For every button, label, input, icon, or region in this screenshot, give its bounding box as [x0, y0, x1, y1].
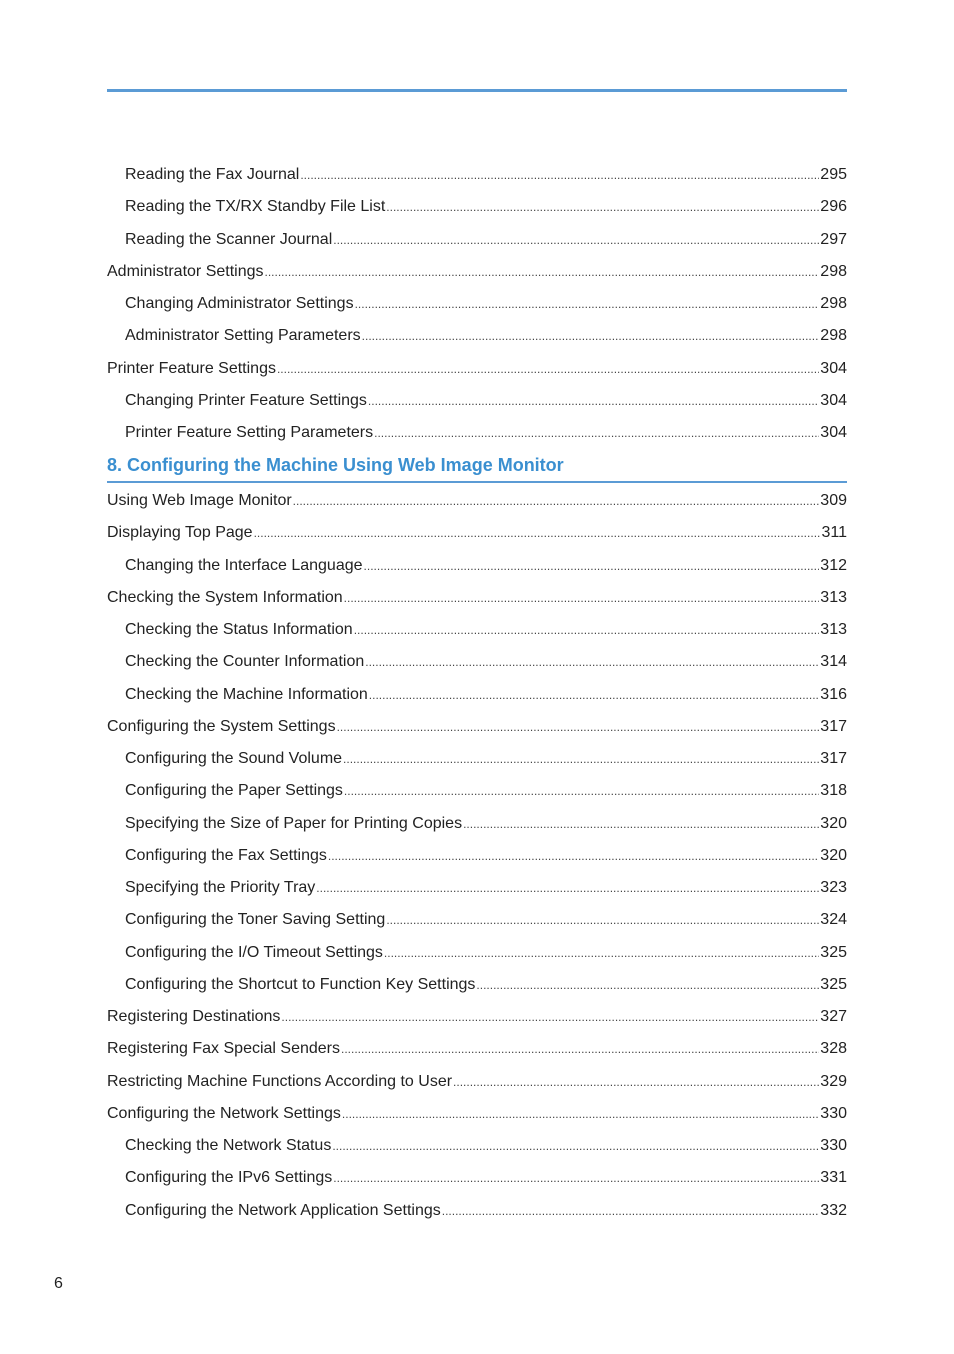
- toc-leader-dots: [333, 229, 819, 251]
- toc-leader-dots: [386, 909, 819, 931]
- toc-leader-dots: [355, 293, 820, 315]
- toc-entry-title[interactable]: Changing Administrator Settings: [125, 295, 354, 312]
- toc-entry[interactable]: [125, 651, 847, 673]
- toc-leader-dots: [374, 422, 819, 444]
- chapter-heading[interactable]: [107, 451, 847, 483]
- toc-entry-title[interactable]: Changing the Interface Language: [125, 556, 363, 574]
- toc-entry-page[interactable]: 304: [820, 391, 847, 409]
- toc-entry[interactable]: [107, 1006, 847, 1028]
- toc-leader-dots: [333, 1167, 819, 1189]
- toc-entry[interactable]: [125, 164, 847, 186]
- toc-entry-page[interactable]: 295: [820, 166, 847, 183]
- toc-entry-title[interactable]: Changing Printer Feature Settings: [125, 391, 367, 409]
- toc-leader-dots: [362, 325, 820, 347]
- toc-leader-dots: [368, 390, 819, 412]
- toc-leader-dots: [442, 1200, 820, 1222]
- toc-entry-title[interactable]: Registering Destinations: [107, 1008, 281, 1025]
- toc-entry[interactable]: [107, 522, 847, 544]
- toc-entry-page[interactable]: 330: [820, 1137, 847, 1154]
- toc-entry-title[interactable]: Administrator Setting Parameters: [125, 327, 361, 345]
- toc-leader-dots: [332, 1135, 819, 1157]
- toc-entry[interactable]: [125, 845, 847, 867]
- toc-entry-title[interactable]: Printer Feature Setting Parameters: [125, 424, 374, 441]
- toc-entry-title[interactable]: Checking the System Information: [107, 588, 343, 606]
- toc-entry[interactable]: [125, 1200, 847, 1222]
- toc-leader-dots: [369, 684, 820, 706]
- toc-entry-page[interactable]: 311: [821, 524, 847, 542]
- toc-entry-title[interactable]: Restricting Machine Functions According to User: [107, 1072, 453, 1090]
- toc-entry-title[interactable]: Specifying the Size of Paper for Printing Copies: [125, 814, 463, 832]
- toc-leader-dots: [463, 813, 819, 835]
- toc-leader-dots: [453, 1071, 819, 1093]
- toc-entry-page[interactable]: 316: [820, 685, 847, 703]
- toc-entry-page[interactable]: 323: [820, 879, 847, 896]
- toc-entry-page[interactable]: 312: [820, 556, 847, 574]
- toc-entry-page[interactable]: 329: [820, 1072, 847, 1090]
- toc-entry[interactable]: [107, 490, 847, 512]
- toc-entry[interactable]: [107, 1103, 847, 1125]
- toc-leader-dots: [384, 942, 819, 964]
- toc-entry-page[interactable]: 313: [820, 588, 847, 606]
- toc-entry-title[interactable]: Checking the Status Information: [125, 621, 353, 638]
- toc-entry[interactable]: [125, 780, 847, 802]
- toc-entry-page[interactable]: 332: [820, 1201, 847, 1219]
- chapter-title[interactable]: 8. Configuring the Machine Using Web Image Monitor: [107, 455, 564, 475]
- toc-entry-title[interactable]: Configuring the Network Settings: [107, 1104, 341, 1122]
- toc-entry-page[interactable]: 330: [820, 1104, 847, 1122]
- toc-leader-dots: [476, 974, 819, 996]
- toc-entry-page[interactable]: 320: [820, 814, 847, 832]
- toc-entry-page[interactable]: 296: [820, 198, 847, 216]
- toc-entry-title[interactable]: Checking the Network Status: [125, 1137, 332, 1154]
- toc-entry-page[interactable]: 317: [820, 717, 847, 735]
- toc-entry[interactable]: [107, 358, 847, 380]
- toc-entry-title[interactable]: Specifying the Priority Tray: [125, 879, 316, 896]
- toc-entry[interactable]: [125, 293, 847, 315]
- toc-entry-page[interactable]: 298: [820, 295, 847, 312]
- toc-entry-title[interactable]: Registering Fax Special Senders: [107, 1040, 341, 1058]
- toc-leader-dots: [386, 196, 819, 218]
- toc-entry[interactable]: [125, 619, 847, 641]
- toc-leader-dots: [344, 780, 819, 802]
- toc-entry-title[interactable]: Using Web Image Monitor: [107, 492, 292, 509]
- toc-entry-title[interactable]: Reading the TX/RX Standby File List: [125, 198, 386, 216]
- toc-entry-page[interactable]: 314: [820, 653, 847, 671]
- toc-entry[interactable]: [125, 390, 847, 412]
- toc-entry[interactable]: [125, 325, 847, 347]
- toc-entry-page[interactable]: 318: [820, 782, 847, 800]
- toc-entry[interactable]: [125, 748, 847, 770]
- toc-entry-title[interactable]: Checking the Machine Information: [125, 685, 368, 703]
- toc-entry-title[interactable]: Printer Feature Settings: [107, 359, 276, 377]
- toc-entry[interactable]: [125, 1135, 847, 1157]
- toc-entry-page[interactable]: 313: [820, 621, 847, 638]
- toc-entry[interactable]: [107, 261, 847, 283]
- toc-leader-dots: [354, 619, 820, 641]
- header-rule: [107, 89, 847, 92]
- toc-entry[interactable]: [125, 877, 847, 899]
- toc-entry-title[interactable]: Configuring the IPv6 Settings: [125, 1169, 333, 1187]
- toc-entry[interactable]: [107, 1038, 847, 1060]
- toc-entry-title[interactable]: Reading the Fax Journal: [125, 166, 300, 183]
- toc-entry[interactable]: [125, 196, 847, 218]
- toc-entry-page[interactable]: 331: [820, 1169, 847, 1187]
- toc-entry[interactable]: [107, 587, 847, 609]
- toc-entry-title[interactable]: Checking the Counter Information: [125, 653, 365, 671]
- toc-entry-title[interactable]: Configuring the Fax Settings: [125, 846, 327, 864]
- toc-entry-page[interactable]: 327: [820, 1008, 847, 1025]
- toc-leader-dots: [341, 1038, 819, 1060]
- toc-entry-page[interactable]: 320: [820, 846, 847, 864]
- toc-entry[interactable]: [125, 942, 847, 964]
- toc-leader-dots: [342, 1103, 819, 1125]
- toc-entry-title[interactable]: Administrator Settings: [107, 262, 264, 280]
- toc-leader-dots: [365, 651, 819, 673]
- toc-entry-page[interactable]: 297: [820, 230, 847, 248]
- toc-entry-title[interactable]: Displaying Top Page: [107, 524, 253, 542]
- toc-leader-dots: [337, 716, 820, 738]
- toc-entry-page[interactable]: 324: [820, 911, 847, 929]
- toc-entry-title[interactable]: Configuring the Sound Volume: [125, 750, 343, 767]
- toc-leader-dots: [316, 877, 819, 899]
- toc-leader-dots: [344, 587, 820, 609]
- toc-entry-title[interactable]: Configuring the Shortcut to Function Key Settings: [125, 975, 476, 993]
- toc-leader-dots: [328, 845, 819, 867]
- toc-leader-dots: [293, 490, 820, 512]
- toc-entry-title[interactable]: Configuring the I/O Timeout Settings: [125, 943, 383, 961]
- toc-entry-page[interactable]: 304: [820, 424, 847, 441]
- toc-entry[interactable]: [125, 684, 847, 706]
- toc-entry-page[interactable]: 325: [820, 943, 847, 961]
- toc-leader-dots: [277, 358, 819, 380]
- toc-entry[interactable]: [125, 974, 847, 996]
- toc-entry-page[interactable]: 309: [820, 492, 847, 509]
- toc-leader-dots: [265, 261, 820, 283]
- toc-entry-title[interactable]: Configuring the System Settings: [107, 717, 336, 735]
- toc-entry[interactable]: [125, 555, 847, 577]
- toc-entry-page[interactable]: 317: [820, 750, 847, 767]
- toc-leader-dots: [343, 748, 819, 770]
- toc-entry[interactable]: [125, 813, 847, 835]
- toc-entry[interactable]: [125, 422, 847, 444]
- toc-entry[interactable]: [107, 1071, 847, 1093]
- toc-entry[interactable]: [125, 909, 847, 931]
- toc-entry-page[interactable]: 304: [820, 359, 847, 377]
- toc-leader-dots: [254, 522, 821, 544]
- page-number: 6: [54, 1275, 63, 1292]
- toc-entry-page[interactable]: 298: [820, 262, 847, 280]
- toc-entry-title[interactable]: Configuring the Toner Saving Setting: [125, 911, 386, 929]
- toc-entry-title[interactable]: Configuring the Network Application Settings: [125, 1201, 441, 1219]
- toc-entry-page[interactable]: 328: [820, 1040, 847, 1058]
- toc-entry-title[interactable]: Configuring the Paper Settings: [125, 782, 343, 800]
- toc-entry[interactable]: [125, 229, 847, 251]
- toc-leader-dots: [281, 1006, 819, 1028]
- toc-entry-title[interactable]: Reading the Scanner Journal: [125, 230, 333, 248]
- toc-entry-page[interactable]: 298: [820, 327, 847, 345]
- toc-entry-page[interactable]: 325: [820, 975, 847, 993]
- toc-leader-dots: [300, 164, 819, 186]
- toc-entry[interactable]: [107, 716, 847, 738]
- toc-entry[interactable]: [125, 1167, 847, 1189]
- toc-leader-dots: [364, 555, 820, 577]
